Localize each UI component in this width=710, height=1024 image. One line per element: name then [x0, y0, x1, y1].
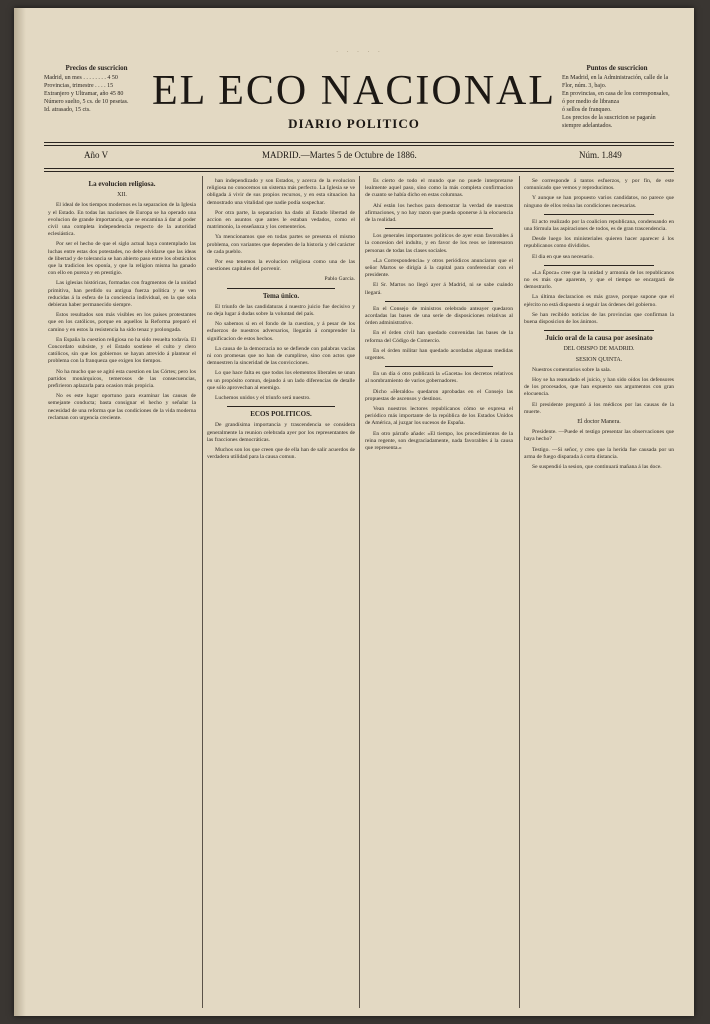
- paragraph: El ideal de los tiempos modernos es la separacion de la Iglesia y el Estado. En todas las naciones de Europa se ha operado una evolucion de grande importancia, que se encamina á dar al poder civil una completa independencia respecto de la autoridad eclesiástica.: [48, 202, 196, 238]
- article-column-3: [365, 178, 513, 1008]
- paragraph: Y aunque se han propuesto varios candidatos, no parece que ninguno de ellos reúna las condiciones necesarias.: [524, 195, 674, 209]
- article-subheading: DEL OBISPO DE MADRID.: [563, 346, 635, 353]
- paragraph: Por eso tenemos la evolucion religiosa como una de las cuestiones capitales del porvenir.: [207, 259, 355, 273]
- column-rule: [519, 176, 520, 1008]
- section-rule: [227, 406, 335, 407]
- subscription-points-box: [562, 64, 672, 130]
- price-line: Madrid, un mes . . . . . . . . 4 50: [44, 75, 118, 81]
- price-line: Número suelto, 5 cs. de 10 pesetas.: [44, 99, 129, 105]
- date-label: MADRID.—Martes 5 de Octubre de 1886.: [262, 150, 417, 160]
- points-line: En Madrid, en la Administración, calle de la Flor, núm. 3, bajo.: [562, 75, 669, 89]
- session-label: SESION QUINTA.: [575, 356, 623, 363]
- library-stamp: · · · · ·: [336, 48, 384, 56]
- section-rule: [385, 301, 493, 302]
- column-rule: [202, 176, 203, 1008]
- article-heading: La evolucion religiosa.: [88, 180, 156, 188]
- column-rule: [359, 176, 360, 1008]
- paragraph: Testigo. —Si señor, y creo que la herida fue causada por un arma de fuego disparada á corta distancia.: [524, 446, 674, 460]
- paragraph: Lo que hace falta es que todos los elementos liberales se unan en un propósito comun, dejando á un lado diferencias de detalle que sólo aprovechan al enemigo.: [207, 370, 355, 391]
- paragraph: En otro párrafo añade: «El tiempo, los procedimientos de la reina regente, son desgraciadamente, nada favorables á la causa que representa.»: [365, 430, 513, 452]
- witness-name: El doctor Manera.: [577, 419, 621, 426]
- paragraph: La última declaracion es más grave, porque supone que el ejército no está dispuesto á seguir las órdenes del gobierno.: [524, 294, 674, 308]
- paragraph: Presidente. —Puede el testigo presentar las observaciones que haya hecho?: [524, 429, 674, 443]
- paragraph: Por otra parte, la separacion ha dado al Estado libertad de accion en asuntos que antes le estaban vedados, como el matrimonio, la enseñanza y los cementerios.: [207, 209, 355, 231]
- paragraph: Los generales importantes políticos de ayer eran favorables á la concesion del indulto, y en favor de los reos se interesaron personas de todas las clases sociales.: [365, 233, 513, 254]
- paragraph: Es cierto de todo el mundo que no puede interpretarse lealmente aquel paso, sino como la más completa confirmacion de cuanto se había dicho en estas columnas.: [365, 178, 513, 199]
- article-column-4: [524, 178, 674, 1008]
- paragraph: En el órden civil han quedado convenidas las bases de la reforma del Código de Comercio.: [365, 330, 513, 344]
- article-column-1: [48, 178, 196, 1008]
- points-line: ó sellos de franqueo.: [562, 107, 612, 113]
- paragraph: Luchemos unidos y el triunfo será nuestro.: [215, 395, 311, 402]
- article-heading: Tema único.: [262, 291, 300, 300]
- subscription-prices-title: Precios de suscricion: [65, 64, 128, 72]
- paragraph: No ha mucho que se agitó esta cuestion en las Córtes; pero los partidos monárquicos, temerosos de las consecuencias, prefirieron aplazarla para ocasion más propicia.: [48, 368, 196, 390]
- paragraph: Estos resultados son más visibles en los paises protestantes que en los católicos, porque en aquellos la Reforma preparó el camino y en estos la resistencia ha sido tenaz y prolongada.: [48, 312, 196, 333]
- paragraph: No es este lugar oportuno para examinar las causas de semejante conducta; basta consignar el hecho y señalar la necesidad de una reforma que las condiciones de la vida moderna reclaman con urgencia creciente.: [48, 393, 196, 421]
- paragraph: «La Correspondencia» y otros periódicos anunciaron que el señor Martos se dirigía á la capital para conferenciar con el presidente.: [365, 257, 513, 279]
- newspaper-page: [14, 8, 694, 1016]
- price-line: Extranjero y Ultramar, año 45 80: [44, 91, 124, 97]
- paragraph: Muchos son los que creen que de ella han de salir acuerdos de verdadera utilidad para la causa comun.: [207, 447, 355, 461]
- paragraph: El acto realizado por la coalicion republicana, condensando en una fórmula las aspiraciones de todos, es de gran trascendencia.: [524, 218, 674, 233]
- dateline-rule-double: [44, 171, 674, 172]
- masthead-rule: [44, 142, 674, 143]
- article-heading: Juicio oral de la causa por asesinato: [545, 334, 653, 343]
- points-line: En provincias, en casa de los corresponsales, ó por medio de libranza: [562, 91, 670, 105]
- dateline-rule: [44, 168, 674, 169]
- newspaper-title: EL ECO NACIONAL: [151, 68, 557, 114]
- newspaper-subtitle: DIARIO POLITICO: [288, 116, 420, 131]
- paragraph: Vean nuestros lectores republicanos cómo se expresa el periódico más importante de la república de los Estados Unidos de América, al juzgar los sucesos de España.: [365, 406, 513, 427]
- paragraph: Dicho «Heraldo» quedaron aprobadas en el Consejo las propuestas de ascensos y destinos.: [365, 388, 513, 402]
- paragraph: Se corresponde á tantos esfuerzos, y por fin, de este comunicado que vemos y reproducimos.: [524, 178, 674, 192]
- paragraph: Las iglesias históricas, formadas con fragmentos de la unidad primitiva, han perdido su antigua fuerza política y se ven reducidas á la esfera de la conciencia individual, en la que sola debieran haber permanecido siempre.: [48, 280, 196, 309]
- paragraph: La causa de la democracia no se defiende con palabras vacías ni con promesas que no han de cumplirse, sino con actos que demuestren la sinceridad de las convicciones.: [207, 345, 355, 367]
- year-label: Año V: [84, 150, 109, 160]
- price-line: Id. atrasado, 15 cts.: [44, 107, 91, 113]
- signature: Pablo Garcia.: [324, 276, 355, 283]
- section-rule: [544, 214, 654, 215]
- paragraph: Ya mencionamos que en todas partes se presenta el mismo problema, con variantes que dependen de la historia y del carácter de cada pueblo.: [207, 234, 355, 255]
- paragraph: El Sr. Martos no llegó ayer á Madrid, ni se sabe cuándo llegará.: [365, 282, 513, 296]
- paragraph: «La Época» cree que la unidad y armonía de los republicanos no es más que aparente, y que el tiempo se encargará de demostrarlo.: [524, 269, 674, 291]
- points-line: Los precios de la suscricion se pagarán siempre adelantados.: [562, 115, 656, 129]
- paragraph: No sabemos si en el fondo de la cuestion, y á pesar de los esfuerzos de nuestros adversarios, llegarán á comprender la significacion de estos hechos.: [207, 321, 355, 342]
- masthead-rule-double: [44, 145, 674, 146]
- page-spine: [14, 8, 26, 1016]
- paragraph: Se suspendió la sesion, que continuará mañana á las doce.: [532, 464, 662, 471]
- subscription-points-title: Puntos de suscricion: [586, 64, 648, 72]
- paragraph: De grandísima importancia y trascendencia se considera generalmente la reunion celebrada ayer por los representantes de las fracciones democráticas.: [207, 422, 355, 443]
- article-heading: ECOS POLITICOS.: [250, 410, 312, 419]
- paragraph: En el órden militar han quedado acordadas algunas medidas urgentes.: [365, 347, 513, 362]
- paragraph: han independizado y son Estados, y acerca de la evolucion religiosa no conocemos un sistema más perfecto. La Iglesia se ve obligada á vivir de sus propios recursos, y en esta situacion ha demostrado una vitalidad que nadie podía sospechar.: [207, 178, 355, 206]
- paragraph: Nuestros comentarios sobre la sala.: [532, 366, 612, 373]
- paragraph: El triunfo de las candidaturas á nuestro juicio fue decisivo y no deja lugar á dudas sobre la voluntad del país.: [207, 303, 355, 318]
- paragraph: En el Consejo de ministros celebrado anteayer quedaron acordadas las bases de una serie de disposiciones relativas al órden administrativo.: [365, 305, 513, 327]
- section-rule: [544, 330, 654, 331]
- paragraph: Se han recibido noticias de las provincias que confirman la buena disposicion de los ánimos.: [524, 311, 674, 326]
- price-line: Provincias, trimestre . . . . 15: [44, 83, 114, 89]
- paragraph: Desde luego los ministeriales quieren hacer aparecer á los republicanos como divididos.: [524, 236, 674, 250]
- paragraph: El presidente preguntó á los médicos por las causas de la muerte.: [524, 401, 674, 415]
- article-subheading: XII.: [117, 192, 127, 199]
- section-rule: [227, 288, 335, 289]
- subscription-prices-box: [44, 64, 149, 114]
- issue-number: Núm. 1.849: [579, 150, 622, 160]
- paragraph: En España la cuestion religiosa no ha sido resuelta todavía. El Concordato subsiste, y el Estado sostiene el culto y clero católicos, sin que los gobiernos se hayan atrevido á plantear el problema con la franqueza que exigen los tiempos.: [48, 336, 196, 365]
- section-rule: [385, 228, 493, 229]
- paragraph: El dia en que sea necesario.: [532, 253, 594, 260]
- section-rule: [544, 265, 654, 266]
- paragraph: Por ser el hecho de que el siglo actual haya contemplado las luchas entre estas dos potestades, no debe olvidarse que las ideas de libertad y de tolerancia se han abierto paso entre los obstáculos que la tradicion les oponía, y que la religion misma ha ganado con ello en pureza y en prestigio.: [48, 241, 196, 277]
- paragraph: En un día ó otro publicará la «Gaceta» los decretos relativos al nombramiento de varios gobernadores.: [365, 371, 513, 385]
- article-column-2: [207, 178, 355, 1008]
- section-rule: [385, 366, 493, 367]
- paragraph: Hoy se ha reanudado el juicio, y han sido oídos los defensores de los procesados, que han expuesto sus argumentos con gran elocuencia.: [524, 377, 674, 398]
- paragraph: Ahí están los hechos para demostrar la verdad de nuestras afirmaciones, y no hay razon que pueda oponerse á la elocuencia de la realidad.: [365, 202, 513, 224]
